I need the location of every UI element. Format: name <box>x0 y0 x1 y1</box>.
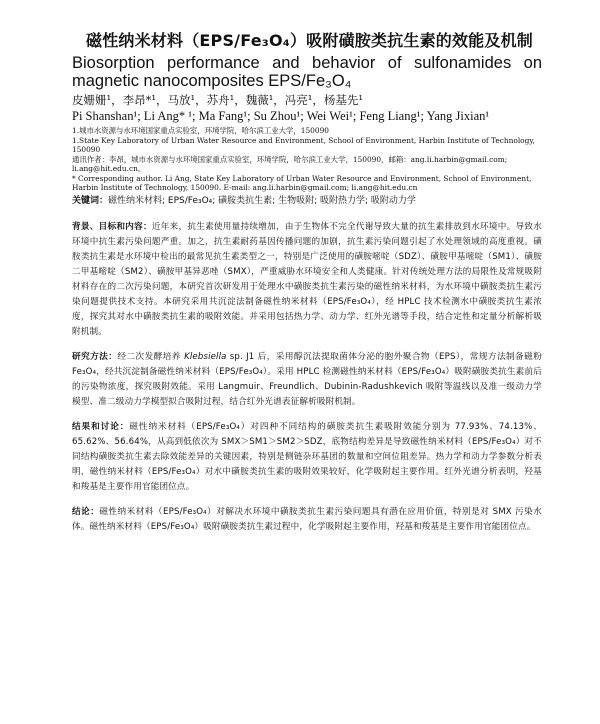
authors-english: Pi Shanshan¹; Li Ang* ¹; Ma Fang¹; Su Zhou¹; Wei Wei¹; Feng Liang¹; Yang Jixian¹ <box>72 109 490 123</box>
methods-organism-italic: Klebsiella <box>184 351 227 362</box>
keywords <box>72 195 542 208</box>
methods-label: 研究方法： <box>72 351 118 362</box>
conclusion-section <box>72 505 542 535</box>
results-section <box>72 420 542 495</box>
authors-chinese: 皮姗姗¹，李昂*¹，马放¹，苏舟¹，魏薇¹，冯亮¹，杨基先¹ <box>72 93 364 107</box>
title-chinese: 磁性纳米材料（EPS/Fe₃O₄）吸附磺胺类抗生素的效能及机制 <box>86 31 533 50</box>
results-label: 结果和讨论： <box>72 421 130 432</box>
background-text: 近年来，抗生素使用量持续增加，由于生物体不完全代谢导致大量的抗生素排放到水环境中。导致水环境中抗生素污染问题严重。加之，抗生素耐药基因传播问题的加剧，抗生素污染问题引起了水处理领域的高度重视。磺胺类抗生素是水环境中检出的最常见抗生素类型之一，特别是广泛使用的磺胺嘧啶（SDZ）、磺胺甲基嘧啶（SM1）、磺胺二甲基嘧啶（SM2）、磺胺甲基异恶唑（SMX），严重威胁水环境安全和人类健康。针对传统处理方法的局限性及常规吸附材料存在的二次污染问题，本研究首次研发用于处理水中磺胺类抗生素污染的磁性纳米材料，为水环境中磺胺类抗生素污染问题提供技术支持。本研究采用共沉淀法制备磁性纳米材料（EPS/Fe₃O₄），经 HPLC 技术检测水中磺胺类抗生素浓度，探究其对水中磺胺类抗生素的吸附效能。并采用包括热力学、动力学、红外光谱等手段，结合定性和定量分析解析吸附机制。 <box>72 221 542 337</box>
background-label: 背景、目标和内容： <box>72 221 152 232</box>
affiliation-english: 1.State Key Laboratory of Urban Water Resource and Environment, School of Environment, Harbin Institute of Technology, 150090 <box>72 135 535 154</box>
conclusion-text: 磁性纳米材料（EPS/Fe₃O₄）对解决水环境中磺胺类抗生素污染问题具有潜在应用价值，特别是对 SMX 污染水体。磁性纳米材料（EPS/Fe₃O₄）吸附磺胺类抗生素过程中，化学吸附起主要作用，羟基和羧基是主要作用官能团位点。 <box>72 506 542 532</box>
background-section <box>72 220 542 340</box>
keywords-text: 磁性纳米材料; EPS/Fe₃O₄; 磺胺类抗生素; 生物吸附; 吸附热力学; 吸附动力学 <box>108 195 416 206</box>
title-english: Biosorption performance and behavior of sulfonamides on magnetic nanocomposites EPS/Fe₃O₄ <box>72 54 542 90</box>
affiliation-chinese: 1.城市水资源与水环境国家重点实验室，环境学院，哈尔滨工业大学，150090 <box>72 126 329 135</box>
methods-text-before: 经二次发酵培养 <box>117 351 185 362</box>
corresponding-author-english: * Corresponding author. Li Ang, State Key Laboratory of Urban Water Resource and Environment, School of Environment, Harbin Institute of Technology, 150090. E-mail: ang.li.harbin@gmail.com; li.ang@hit.edu.cn <box>72 173 532 192</box>
methods-text-after: sp. J1 后，采用醇沉法提取菌体分泌的胞外聚合物（EPS），常规方法制备磁粉 Fe₃O₄，经共沉淀制备磁性纳米材料（EPS/Fe₃O₄）。采用 HPLC 检测磁性纳米材料（EPS/Fe₃O₄）吸附磺胺类抗生素前后的污染物浓度，探究吸附效能。采用 Langmuir、Freundlich、Dubinin-Radushkevich 吸附等温线以及准一级动力学模型、准二级动力学模型拟合吸附过程，结合红外光谱表征解析吸附机制。 <box>72 351 542 407</box>
contact-chinese: 通讯作者：李昂，城市水资源与水环境国家重点实验室，环境学院，哈尔滨工业大学，150090，邮箱：ang.li.harbin@gmail.com; li.ang@hit.edu.cn。 <box>72 154 508 173</box>
methods-section <box>72 350 542 410</box>
keywords-label: 关键词： <box>72 195 109 206</box>
paper-page <box>72 30 542 545</box>
results-text: 磁性纳米材料（EPS/Fe₃O₄）对四种不同结构的磺胺类抗生素吸附效能分别为 77.93%、74.13%、65.62%、56.64%，从高到低依次为 SMX＞SM1＞SM2＞SDZ，底物结构差异是导致磁性纳米材料（EPS/Fe₃O₄）对不同结构磺胺类抗生素去除效能差异的关键因素，特别是侧链杂环基团的数量和空间位阻差异。热力学和动力学参数分析表明，磁性纳米材料（EPS/Fe₃O₄）对水中磺胺类抗生素的吸附效果较好，化学吸附起主要作用。红外光谱分析表明，羟基和羧基是主要作用官能团位点。 <box>72 421 542 492</box>
conclusion-label: 结论： <box>72 506 100 517</box>
